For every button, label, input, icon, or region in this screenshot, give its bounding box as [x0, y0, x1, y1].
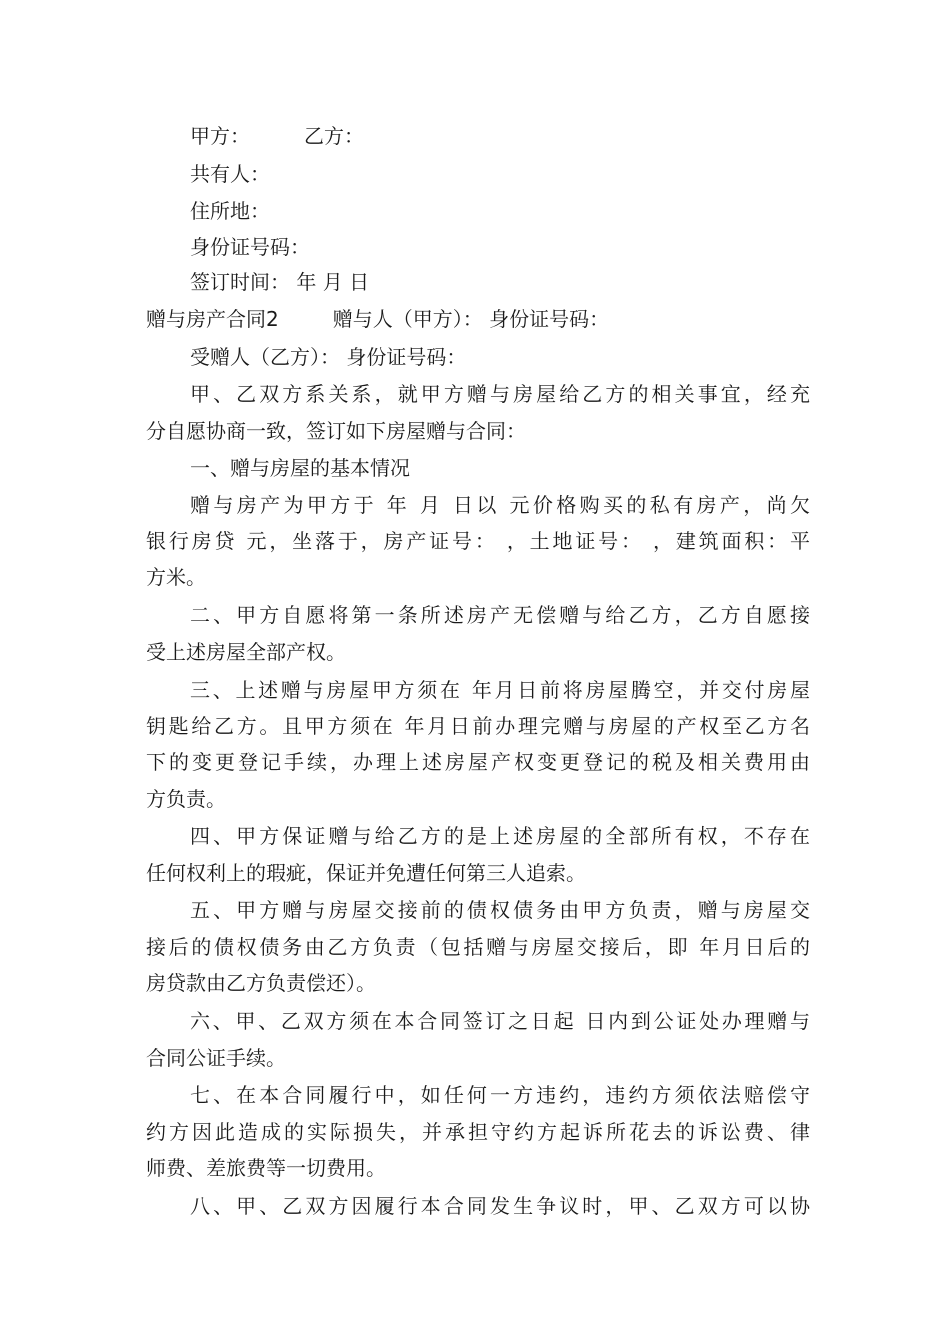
paragraph-line: 赠与房产为甲方于 年 月 日以 元价格购买的私有房产，尚欠	[190, 493, 810, 517]
paragraph-line: 任何权利上的瑕疵，保证并免遭任何第三人追索。	[146, 861, 586, 885]
paragraph-line: 分自愿协商一致，签订如下房屋赠与合同：	[146, 419, 526, 443]
paragraph-line: 六、甲、乙双方须在本合同签订之日起 日内到公证处办理赠与	[190, 1009, 810, 1033]
id-number-label: 身份证号码：	[190, 235, 310, 259]
signing-date-label: 签订时间： 年 月 日	[190, 270, 370, 294]
paragraph-line: 四、甲方保证赠与给乙方的是上述房屋的全部所有权，不存在	[190, 824, 810, 848]
donee-line: 受赠人（乙方）： 身份证号码：	[190, 345, 467, 369]
residence-label: 住所地：	[190, 199, 270, 223]
party-a-label: 甲方：	[190, 124, 250, 148]
co-owner-label: 共有人：	[190, 162, 270, 186]
paragraph-line: 师费、差旅费等一切费用。	[146, 1156, 386, 1180]
paragraph-line: 八、甲、乙双方因履行本合同发生争议时，甲、乙双方可以协	[190, 1194, 810, 1218]
paragraph-line: 方米。	[146, 565, 206, 589]
paragraph-line: 甲、乙双方系关系，就甲方赠与房屋给乙方的相关事宜，经充	[190, 382, 810, 406]
paragraph-line: 二、甲方自愿将第一条所述房产无偿赠与给乙方，乙方自愿接	[190, 603, 810, 627]
donor-line: 赠与人（甲方）： 身份证号码：	[332, 307, 610, 331]
section-heading: 一、赠与房屋的基本情况	[190, 456, 410, 480]
contract-title: 赠与房产合同2	[146, 307, 279, 331]
paragraph-line: 下的变更登记手续，办理上述房屋产权变更登记的税及相关费用由	[146, 750, 810, 774]
paragraph-line: 约方因此造成的实际损失，并承担守约方起诉所花去的诉讼费、律	[146, 1120, 810, 1144]
paragraph-line: 合同公证手续。	[146, 1046, 286, 1070]
paragraph-line: 七、在本合同履行中，如任何一方违约，违约方须依法赔偿守	[190, 1083, 810, 1107]
paragraph-line: 接后的债权债务由乙方负责（包括赠与房屋交接后，即 年月日后的	[146, 935, 810, 959]
paragraph-line: 方负责。	[146, 787, 226, 811]
party-b-label: 乙方：	[304, 124, 364, 148]
paragraph-line: 钥匙给乙方。且甲方须在 年月日前办理完赠与房屋的产权至乙方名	[146, 714, 810, 738]
paragraph-line: 银行房贷 元，坐落于，房产证号： ，土地证号： ，建筑面积：平	[146, 529, 810, 553]
paragraph-line: 房贷款由乙方负责偿还）。	[146, 971, 376, 995]
paragraph-line: 三、上述赠与房屋甲方须在 年月日前将房屋腾空，并交付房屋	[190, 678, 810, 702]
paragraph-line: 受上述房屋全部产权。	[146, 640, 346, 664]
paragraph-line: 五、甲方赠与房屋交接前的债权债务由甲方负责，赠与房屋交	[190, 898, 810, 922]
contract-title-line	[146, 301, 810, 337]
party-line	[190, 118, 854, 154]
